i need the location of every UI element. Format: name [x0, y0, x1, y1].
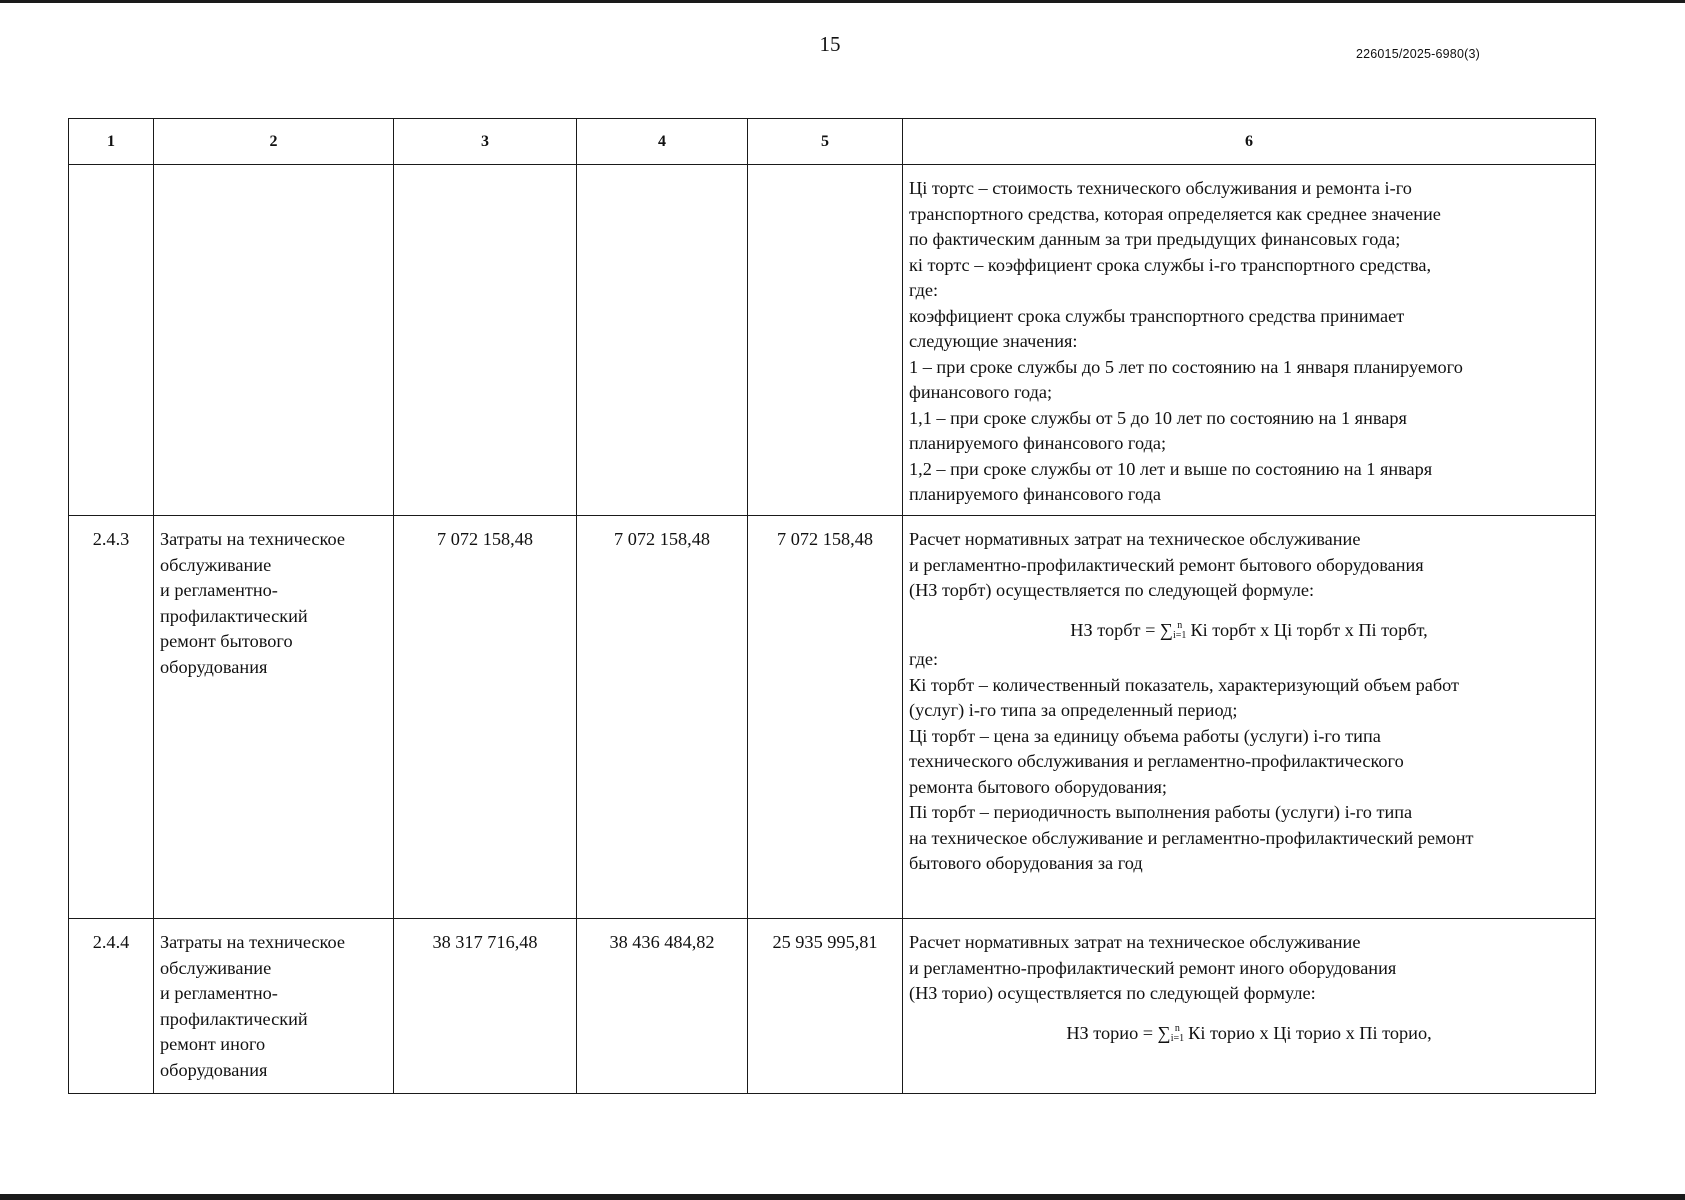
- description-line: Цi тортс – стоимость технического обслуживания и ремонта i-го: [909, 178, 1412, 198]
- description-line: и регламентно-профилактический ремонт бытового оборудования: [909, 554, 1424, 575]
- description-cell: [903, 165, 1596, 516]
- sum-upper: n: [1177, 620, 1183, 632]
- description-line: где:: [909, 280, 939, 300]
- empty-cell: [69, 165, 154, 516]
- description-line: (услуг) i-го типа за определенный период;: [909, 700, 1238, 720]
- cost-name-cell: [154, 919, 394, 1094]
- description-line: Пi торбт – периодичность выполнения работы (услуги) i-го типа: [909, 802, 1413, 822]
- description-line: транспортного средства, которая определяется как среднее значение: [909, 203, 1441, 224]
- header-col-2: 2: [154, 119, 394, 165]
- formula-left: НЗ торбт = ∑: [1070, 619, 1174, 640]
- empty-cell: [748, 165, 903, 516]
- sum-limits: [1171, 1024, 1184, 1044]
- scan-top-edge: [0, 0, 1685, 3]
- amount-col-4: 38 436 484,82: [577, 919, 748, 1094]
- description-line: кi тортс – коэффициент срока службы i-го транспортного средства,: [909, 254, 1432, 275]
- formula-torbt: [909, 618, 1589, 644]
- description-line: 1 – при сроке службы до 5 лет по состоянию на 1 января планируемого: [909, 356, 1463, 377]
- description-line: финансового года;: [909, 382, 1053, 402]
- cost-name-cell: [154, 516, 394, 919]
- document-id: 226015/2025-6980(3): [1355, 47, 1480, 61]
- header-col-4: 4: [577, 119, 748, 165]
- cost-name-line: профилактический: [160, 605, 308, 626]
- description-line: (НЗ торио) осуществляется по следующей формуле:: [909, 983, 1316, 1003]
- page-number: 15: [819, 32, 841, 56]
- description-line: следующие значения:: [909, 331, 1078, 351]
- header-row: [69, 119, 1596, 165]
- cost-table: [68, 118, 1596, 1094]
- table-row-continuation: [69, 165, 1596, 516]
- header-col-5: 5: [748, 119, 903, 165]
- empty-cell: [394, 165, 577, 516]
- description-line: где:: [909, 649, 939, 669]
- description-line: 1,1 – при сроке службы от 5 до 10 лет по состоянию на 1 января: [909, 407, 1407, 428]
- description-line: Цi торбт – цена за единицу объема работы (услуги) i-го типа: [909, 725, 1381, 746]
- description-line: планируемого финансового года;: [909, 433, 1167, 453]
- cost-name-line: Затраты на техническое: [160, 932, 345, 952]
- cost-name-line: ремонт бытового: [160, 631, 293, 651]
- description-cell: [903, 919, 1596, 1094]
- description-line: бытового оборудования за год: [909, 853, 1143, 873]
- description-line: на техническое обслуживание и регламентно-профилактический ремонт: [909, 827, 1474, 848]
- scan-bottom-edge: [0, 1194, 1685, 1200]
- formula-right: Кi торио х Цi торио х Пi торио,: [1188, 1022, 1432, 1043]
- empty-cell: [577, 165, 748, 516]
- description-line: (НЗ торбт) осуществляется по следующей формуле:: [909, 580, 1315, 600]
- description-line: Расчет нормативных затрат на техническое обслуживание: [909, 529, 1361, 549]
- description-line: Расчет нормативных затрат на техническое обслуживание: [909, 932, 1361, 952]
- cost-name-line: ремонт иного: [160, 1034, 266, 1054]
- description-line: ремонта бытового оборудования;: [909, 776, 1167, 797]
- description-line: по фактическим данным за три предыдущих финансовых года;: [909, 229, 1401, 249]
- description-line: и регламентно-профилактический ремонт иного оборудования: [909, 957, 1397, 978]
- empty-cell: [154, 165, 394, 516]
- description-line: Кi торбт – количественный показатель, характеризующий объем работ: [909, 674, 1460, 695]
- cost-name-line: профилактический: [160, 1008, 308, 1029]
- amount-col-3: 7 072 158,48: [394, 516, 577, 919]
- table-row-2-4-3: [69, 516, 1596, 919]
- description-line: коэффициент срока службы транспортного средства принимает: [909, 305, 1405, 326]
- row-number: 2.4.4: [69, 919, 154, 1094]
- formula-right: Кi торбт х Цi торбт х Пi торбт,: [1190, 619, 1428, 640]
- sum-lower: i=1: [1173, 630, 1187, 642]
- row-number: 2.4.3: [69, 516, 154, 919]
- cost-name-line: обслуживание: [160, 957, 272, 978]
- amount-col-4: 7 072 158,48: [577, 516, 748, 919]
- sum-upper: n: [1174, 1023, 1180, 1035]
- cost-name-line: и регламентно-: [160, 580, 278, 600]
- amount-col-5: 7 072 158,48: [748, 516, 903, 919]
- description-line: 1,2 – при сроке службы от 10 лет и выше по состоянию на 1 января: [909, 458, 1433, 479]
- amount-col-5: 25 935 995,81: [748, 919, 903, 1094]
- formula-torio: [909, 1021, 1589, 1047]
- cost-name-line: и регламентно-: [160, 983, 278, 1003]
- amount-col-3: 38 317 716,48: [394, 919, 577, 1094]
- table-row-2-4-4: [69, 919, 1596, 1094]
- description-line: технического обслуживания и регламентно-профилактического: [909, 751, 1404, 771]
- cost-name-line: оборудования: [160, 656, 268, 677]
- header-col-1: 1: [69, 119, 154, 165]
- description-line: планируемого финансового года: [909, 484, 1161, 504]
- cost-name-line: обслуживание: [160, 554, 272, 575]
- header-col-3: 3: [394, 119, 577, 165]
- sum-limits: [1173, 621, 1186, 641]
- cost-name-line: оборудования: [160, 1059, 268, 1080]
- description-cell: [903, 516, 1596, 919]
- cost-name-line: Затраты на техническое: [160, 529, 345, 549]
- sum-lower: i=1: [1170, 1033, 1185, 1045]
- header-col-6: 6: [903, 119, 1596, 165]
- formula-left: НЗ торио = ∑: [1066, 1022, 1171, 1043]
